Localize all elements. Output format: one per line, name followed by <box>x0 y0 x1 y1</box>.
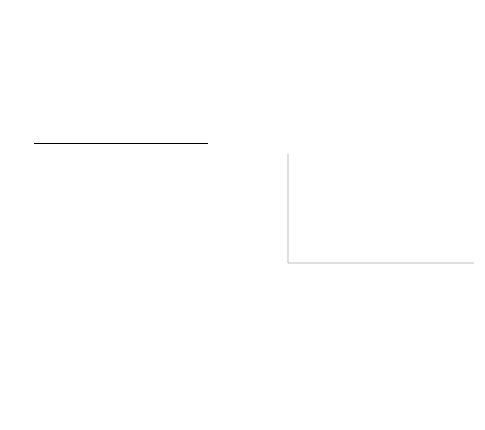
sheet-title <box>34 142 208 144</box>
chromatogram-plot <box>264 145 476 273</box>
intro-text <box>8 4 480 14</box>
analysis-sheet <box>34 142 208 144</box>
chromatogram <box>264 145 476 273</box>
